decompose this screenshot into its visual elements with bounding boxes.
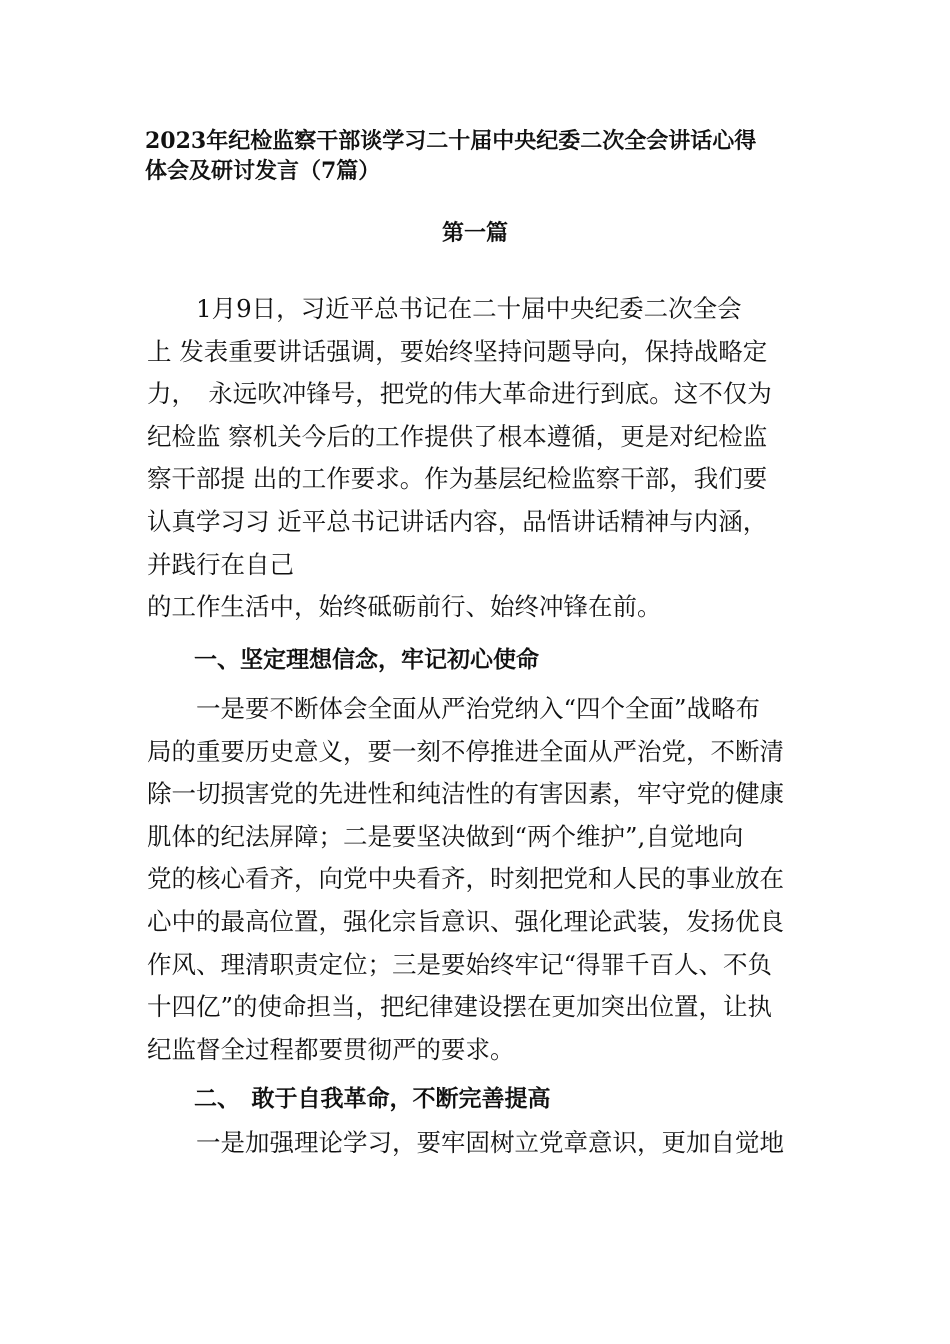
- para1-line: 除一切损害党的先进性和纯洁性的有害因素，牢守党的健康: [147, 779, 784, 809]
- section-heading: 第一篇: [441, 220, 508, 246]
- para1-line: 纪监督全过程都要贯彻严的要求。: [147, 1034, 515, 1064]
- title-line-2: 体会及研讨发言（7篇）: [145, 158, 381, 184]
- intro-line: 的工作生活中，始终砥砺前行、始终冲锋在前。: [147, 592, 662, 622]
- subheading-2: 二、 敢于自我革命，不断完善提高: [194, 1085, 551, 1112]
- para1-line: 作风、理清职责定位；三是要始终牢记“得罪千百人、不负: [147, 949, 773, 979]
- para1-line: 局的重要历史意义，要一刻不停推进全面从严治党，不断清: [147, 736, 784, 766]
- para2-line: 一是加强理论学习，要牢固树立党章意识，更加自觉地: [196, 1128, 784, 1157]
- para1-line: 党的核心看齐，向党中央看齐，时刻把党和人民的事业放在: [147, 864, 784, 894]
- paragraph-2: [147, 1122, 815, 1165]
- title-line-1: 2023年纪检监察干部谈学习二十届中央纪委二次全会讲话心得: [145, 128, 757, 154]
- intro-line: 力， 永远吹冲锋号，把党的伟大革命进行到底。这不仅为: [147, 379, 772, 409]
- intro-paragraph: [147, 288, 815, 629]
- para1-line: 肌体的纪法屏障；二是要坚决做到“两个维护”,自觉地向: [147, 821, 744, 851]
- paragraph-1: [147, 688, 815, 1071]
- intro-line: 并践行在自己: [147, 549, 294, 579]
- intro-line: 察干部提 出的工作要求。作为基层纪检监察干部，我们要: [147, 464, 768, 494]
- intro-line: 纪检监 察机关今后的工作提供了根本遵循，更是对纪检监: [147, 421, 768, 451]
- subheading-1: 一、坚定理想信念，牢记初心使命: [194, 646, 539, 673]
- para1-line: 一是要不断体会全面从严治党纳入“四个全面”战略布: [196, 694, 761, 723]
- intro-line: 认真学习习 近平总书记讲话内容，品悟讲话精神与内涵，: [147, 506, 768, 536]
- intro-line: 上 发表重要讲话强调，要始终坚持问题导向，保持战略定: [147, 336, 768, 366]
- intro-line: 1月9日，习近平总书记在二十届中央纪委二次全会: [196, 294, 742, 323]
- document-title: [145, 126, 825, 186]
- para1-line: 十四亿”的使命担当，把纪律建设摆在更加突出位置，让执: [147, 992, 773, 1022]
- para1-line: 心中的最高位置，强化宗旨意识、强化理论武装，发扬优良: [147, 906, 784, 936]
